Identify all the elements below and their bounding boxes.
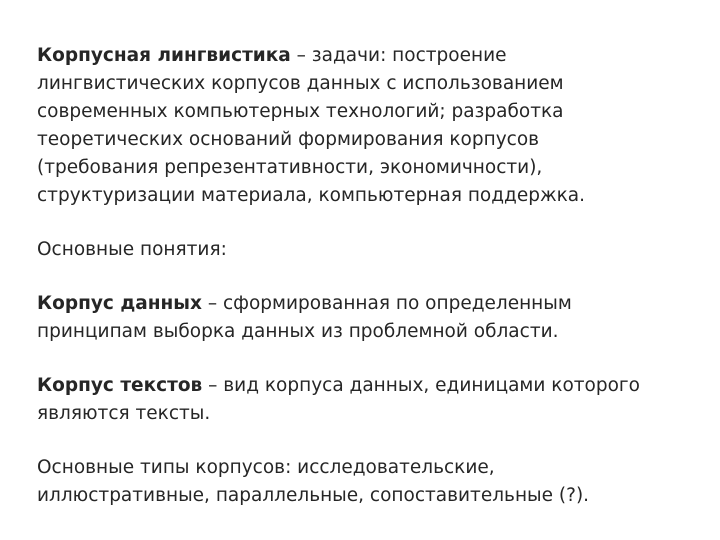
text-line: являются тексты. (37, 403, 211, 424)
term-corpus-linguistics: Корпусная лингвистика (37, 45, 291, 66)
text-line: современных компьютерных технологий; разработка (37, 101, 564, 122)
paragraph-basic-concepts (37, 236, 680, 264)
text-line: Основные типы корпусов: исследовательские, (37, 457, 495, 478)
paragraph-text-corpus (37, 372, 680, 428)
text-line: структуризации материала, компьютерная поддержка. (37, 185, 586, 206)
text-line: принципам выборка данных из проблемной области. (37, 321, 559, 342)
term-text-corpus: Корпус текстов (37, 375, 203, 396)
spacer (37, 346, 680, 372)
text-line (37, 290, 680, 318)
spacer (37, 428, 680, 454)
text-line: иллюстративные, параллельные, сопоставительные (?). (37, 485, 590, 506)
spacer (37, 264, 680, 290)
text-fragment: – сформированная по определенным (201, 293, 572, 314)
term-data-corpus: Корпус данных (37, 293, 202, 314)
text-fragment: – вид корпуса данных, единицами которого (202, 375, 640, 396)
text-line: Основные понятия: (37, 239, 227, 260)
text-line (37, 42, 680, 70)
text-fragment: – задачи: построение (290, 45, 507, 66)
text-line (37, 372, 680, 400)
paragraph-data-corpus (37, 290, 680, 346)
text-line: лингвистических корпусов данных с использованием (37, 73, 564, 94)
paragraph-corpus-types (37, 454, 680, 510)
spacer (37, 210, 680, 236)
text-line: теоретических оснований формирования корпусов (37, 129, 540, 150)
paragraph-corpus-linguistics (37, 42, 680, 210)
text-line: (требования репрезентативности, экономичности), (37, 157, 543, 178)
